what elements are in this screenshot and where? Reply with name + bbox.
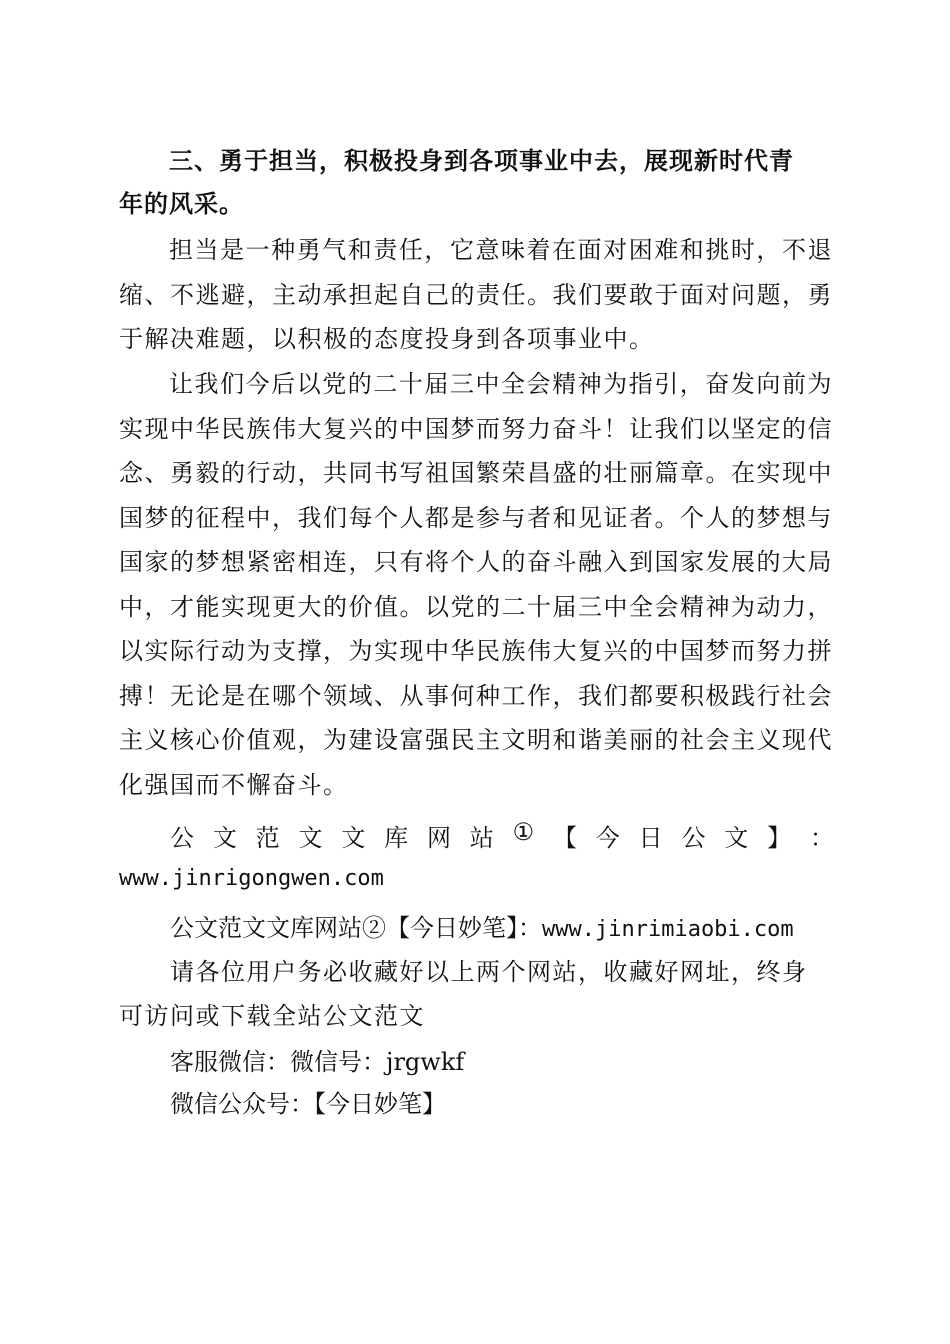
site1-label: 公 文 范 文 文 库 网 站 ① 【 今 日 公 文 】 ： bbox=[170, 818, 834, 852]
paragraph-1: 担当是一种勇气和责任，它意味着在面对困难和挑时，不退缩、不逃避，主动承担起自己的责任。我们要敢于面对问题，勇于解决难题，以积极的态度投身到各项事业中。 bbox=[119, 236, 833, 353]
site1-url[interactable]: www.jinrigongwen.com bbox=[119, 866, 384, 891]
heading-line-2: 年的风采。 bbox=[119, 190, 244, 218]
site2-line bbox=[170, 908, 794, 943]
notice-line-1: 请各位用户务必收藏好以上两个网站，收藏好网址，终身 bbox=[170, 958, 808, 986]
notice-line-2: 可访问或下载全站公文范文 bbox=[119, 1002, 425, 1030]
wechat-service: 客服微信：微信号：jrgwkf bbox=[170, 1048, 465, 1076]
paragraph-2: 让我们今后以党的二十届三中全会精神为指引，奋发向前为实现中华民族伟大复兴的中国梦而努力奋斗！让我们以坚定的信念、勇毅的行动，共同书写祖国繁荣昌盛的壮丽篇章。在实现中国梦的征程中，我们每个人都是参与者和见证者。个人的梦想与国家的梦想紧密相连，只有将个人的奋斗融入到国家发展的大局中，才能实现更大的价值。以党的二十届三中全会精神为动力，以实际行动为支撑，为实现中华民族伟大复兴的中国梦而努力拼搏！无论是在哪个领域、从事何种工作，我们都要积极践行社会主义核心价值观，为建设富强民主文明和谐美丽的社会主义现代化强国而不懈奋斗。 bbox=[119, 370, 833, 799]
wechat-public: 微信公众号：【今日妙笔】 bbox=[170, 1090, 446, 1118]
section-heading bbox=[119, 140, 833, 226]
site2-url[interactable]: www.jinrimiaobi.com bbox=[542, 917, 794, 942]
heading-line-1: 三、勇于担当，积极投身到各项事业中去，展现新时代青 bbox=[169, 147, 794, 175]
site2-label: 公文范文文库网站②【今日妙笔】： bbox=[170, 914, 542, 942]
